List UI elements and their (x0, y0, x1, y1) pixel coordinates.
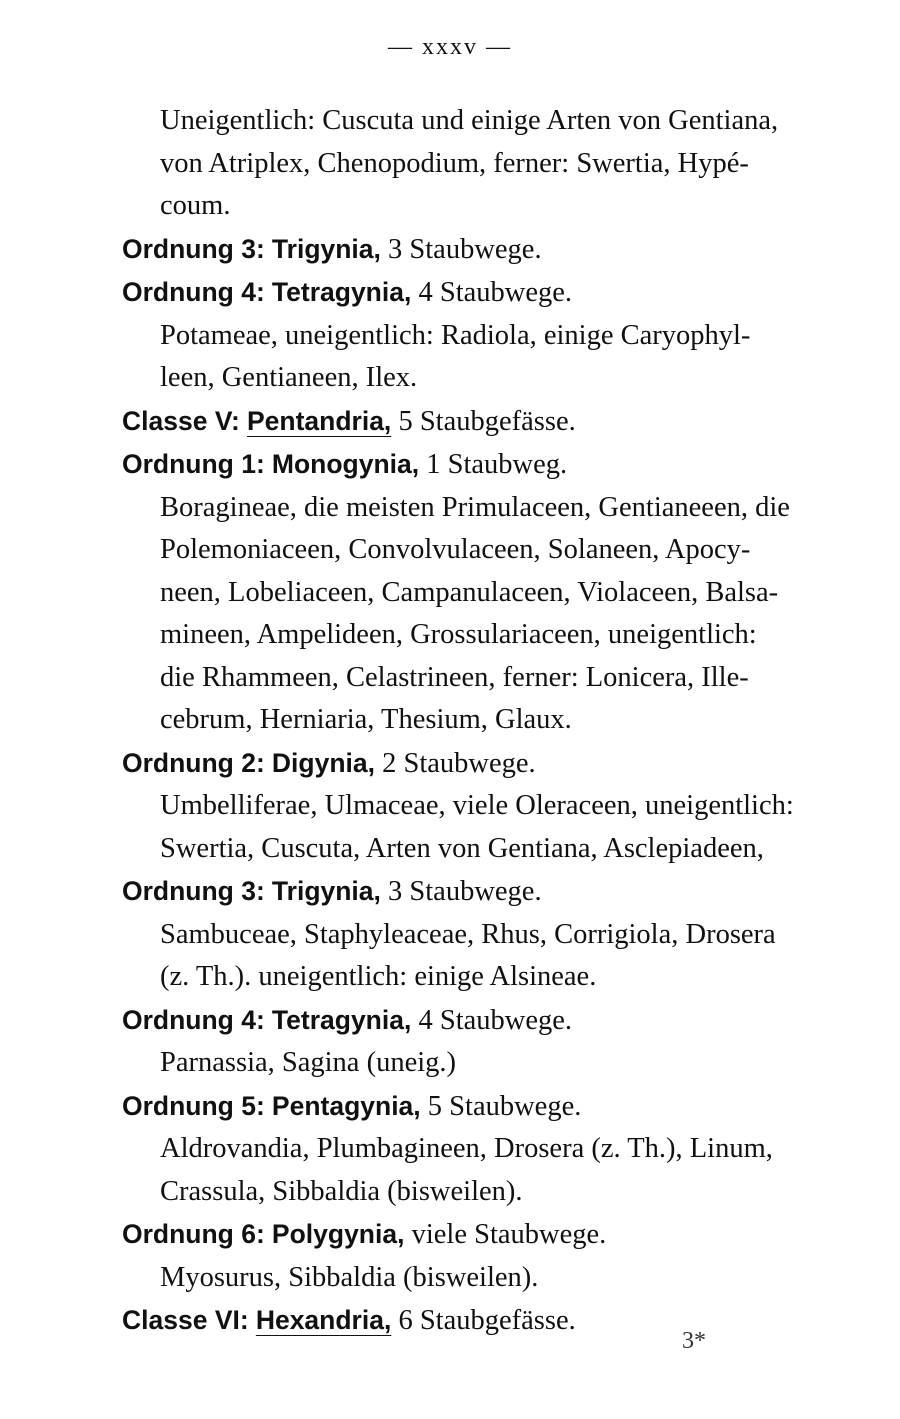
section-heading (122, 400, 822, 444)
heading-description: 3 Staubwege. (388, 876, 542, 907)
heading-label: Ordnung 4: (122, 277, 265, 307)
heading-title: Trigynia, (271, 876, 381, 906)
text-line: mineen, Ampelideen, Grossulariaceen, uneigentlich: (160, 619, 757, 650)
text-line: (z. Th.). uneigentlich: einige Alsineae. (160, 961, 597, 992)
heading-description: viele Staubwege. (411, 1219, 607, 1250)
heading-title: Digynia, (271, 747, 375, 778)
text-line: Polemoniaceen, Convolvulaceen, Solaneen, Apocy- (160, 534, 751, 565)
section-heading (122, 999, 822, 1043)
text-line: Swertia, Cuscuta, Arten von Gentiana, Asclepiadeen, (160, 832, 764, 864)
heading-title: Tetragynia, (271, 1004, 412, 1035)
heading-label: Ordnung 3: (122, 876, 265, 906)
heading-title: Tetragynia, (271, 277, 412, 307)
text-line: Myosurus, Sibbaldia (bisweilen). (160, 1261, 539, 1293)
text-line: die Rhammeen, Celastrineen, ferner: Lonicera, Ille- (160, 661, 749, 693)
text-line: Sambuceae, Staphyleaceae, Rhus, Corrigiola, Drosera (160, 918, 776, 950)
heading-description: 5 Staubwege. (427, 1090, 582, 1122)
text-line: coum. (160, 190, 231, 221)
text-line: Boragineae, die meisten Primulaceen, Gentianeeen, die (160, 491, 790, 523)
signature-mark: 3* (682, 1328, 706, 1354)
heading-description: 4 Staubwege. (418, 1004, 573, 1036)
heading-title: Pentagynia, (271, 1090, 421, 1121)
heading-title: Hexandria, (255, 1305, 392, 1335)
text-line: Umbelliferae, Ulmaceae, viele Oleraceen, uneigentlich: (160, 790, 794, 821)
text-line: Parnassia, Sagina (uneig.) (160, 1047, 457, 1078)
heading-title: Pentandria, (246, 405, 392, 436)
heading-title: Polygynia, (271, 1219, 405, 1249)
section-heading (122, 870, 822, 914)
text-line: cebrum, Herniaria, Thesium, Glaux. (160, 704, 572, 735)
heading-description: 1 Staubweg. (426, 449, 568, 480)
section-heading (122, 443, 822, 487)
heading-title: Monogynia, (271, 449, 420, 479)
heading-description: 2 Staubwege. (382, 747, 536, 779)
text-line: Uneigentlich: Cuscuta und einige Arten von Gentiana, (160, 105, 779, 136)
text-line: neen, Lobeliaceen, Campanulaceen, Violaceen, Balsa- (160, 576, 779, 608)
section-heading (122, 1213, 822, 1257)
heading-description: 4 Staubwege. (418, 277, 573, 308)
text-line: leen, Gentianeen, Ilex. (160, 362, 418, 393)
heading-title: Trigynia, (271, 233, 381, 264)
heading-label: Ordnung 4: (122, 1004, 265, 1035)
heading-label: Ordnung 5: (122, 1090, 265, 1121)
heading-label: Ordnung 2: (122, 747, 265, 778)
text-line: von Atriplex, Chenopodium, ferner: Swertia, Hypé- (160, 147, 749, 179)
section-heading (122, 1299, 822, 1343)
text-line: Aldrovandia, Plumbagineen, Drosera (z. Th.), Linum, (160, 1133, 773, 1164)
section-heading (122, 228, 822, 272)
heading-description: 3 Staubwege. (388, 233, 542, 265)
heading-description: 5 Staubgefässe. (398, 405, 576, 437)
page-body (122, 100, 822, 1343)
page-number: — xxxv — (388, 34, 512, 60)
heading-description: 6 Staubgefässe. (398, 1305, 576, 1336)
heading-label: Classe V: (122, 405, 240, 436)
heading-label: Ordnung 3: (122, 233, 265, 264)
heading-label: Ordnung 6: (122, 1219, 265, 1249)
heading-label: Classe VI: (122, 1305, 249, 1335)
section-heading (122, 742, 822, 786)
heading-label: Ordnung 1: (122, 449, 265, 479)
section-heading (122, 1085, 822, 1129)
text-line: Potameae, uneigentlich: Radiola, einige Caryophyl- (160, 319, 751, 351)
section-heading (122, 271, 822, 315)
text-line: Crassula, Sibbaldia (bisweilen). (160, 1175, 523, 1207)
